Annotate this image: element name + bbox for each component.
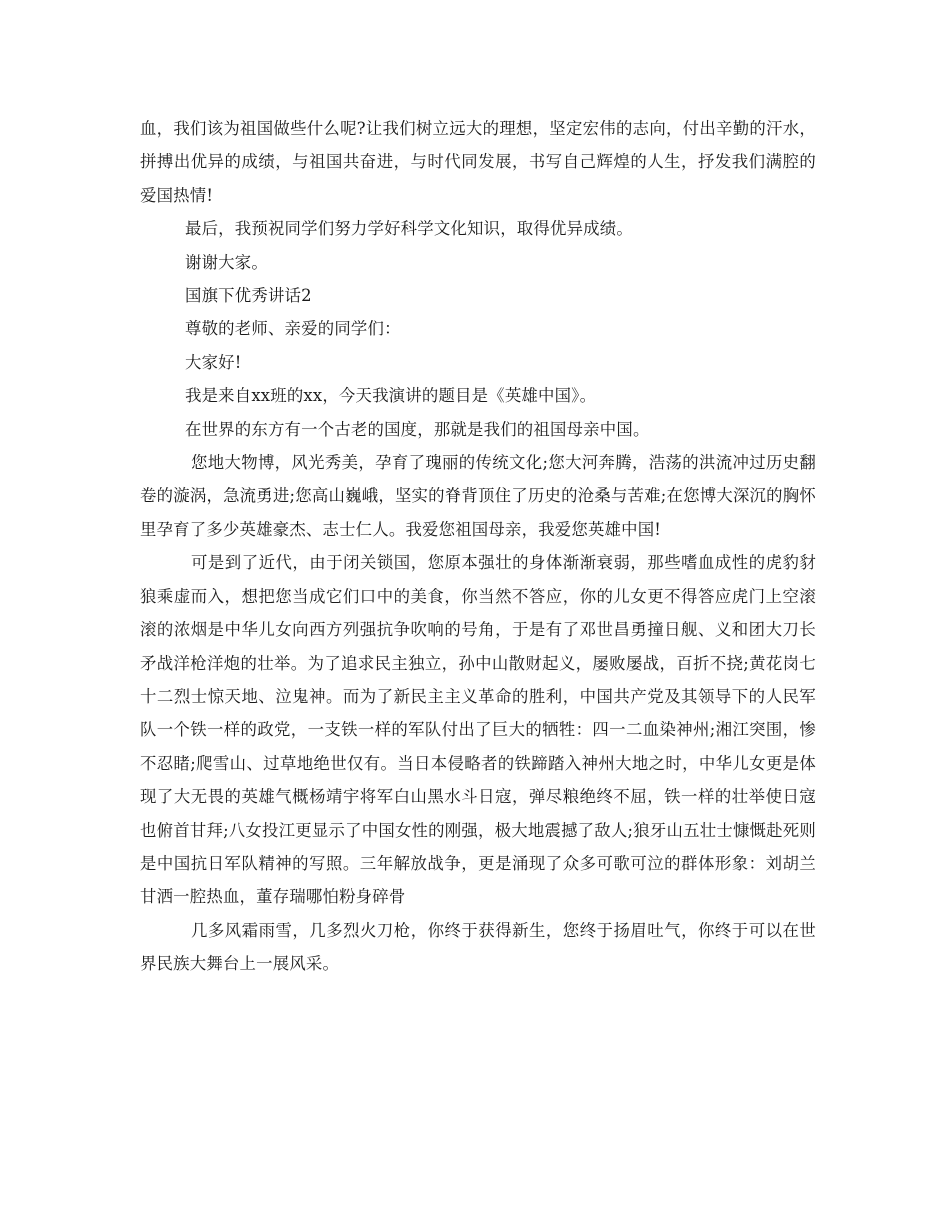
paragraph-thanks: 谢谢大家。 <box>185 252 268 272</box>
paragraph-motherland: 您地大物博，风光秀美，孕育了瑰丽的传统文化;您大河奔腾，浩荡的洪流冲过历史翻卷的漩涡，急流勇进;您高山巍峨，坚实的脊背顶住了历史的沧桑与苦难;在您博大深沉的胸怀里孕育了多少英雄豪杰、志士仁人。我爱您祖国母亲，我爱您英雄中国! <box>140 453 816 539</box>
paragraph-introduction: 我是来自xx班的xx，今天我演讲的题目是《英雄中国》。 <box>185 386 597 406</box>
paragraph-wishes: 最后，我预祝同学们努力学好科学文化知识，取得优异成绩。 <box>185 219 633 239</box>
paragraph-rebirth: 几多风霜雨雪，几多烈火刀枪，你终于获得新生，您终于扬眉吐气，你终于可以在世界民族大舞台上一展风采。 <box>140 920 816 974</box>
paragraph-continuation: 血，我们该为祖国做些什么呢?让我们树立远大的理想，坚定宏伟的志向，付出辛勤的汗水，拼搏出优异的成绩，与祖国共奋进，与时代同发展，书写自己辉煌的人生，抒发我们满腔的爱国热情! <box>140 119 816 205</box>
document-body <box>140 112 816 981</box>
paragraph-salutation: 尊敬的老师、亲爱的同学们： <box>185 319 401 339</box>
paragraph-modern-history: 可是到了近代，由于闭关锁国，您原本强壮的身体渐渐衰弱，那些嗜血成性的虎豹豺狼乘虚而入，想把您当成它们口中的美食，你当然不答应，你的儿女更不得答应虎门上空滚滚的浓烟是中华儿女向西方列强抗争吹响的号角，于是有了邓世昌勇撞日舰、义和团大刀长矛战洋枪洋炮的壮举。为了追求民主独立，孙中山散财起义，屡败屡战，百折不挠;黄花岗七十二烈士惊天地、泣鬼神。而为了新民主主义革命的胜利，中国共产党及其领导下的人民军队一个铁一样的政党，一支铁一样的军队付出了巨大的牺牲：四一二血染神州;湘江突围，惨不忍睹;爬雪山、过草地绝世仅有。当日本侵略者的铁蹄踏入神州大地之时，中华儿女更是体现了大无畏的英雄气概杨靖宇将军白山黑水斗日寇，弹尽粮绝终不屈，铁一样的壮举使日寇也俯首甘拜;八女投江更显示了中国女性的刚强，极大地震撼了敌人;狼牙山五壮士慷慨赴死则是中国抗日军队精神的写照。三年解放战争，更是涌现了众多可歌可泣的群体形象：刘胡兰甘洒一腔热血，董存瑞哪怕粉身碎骨 <box>140 553 816 907</box>
paragraph-east: 在世界的东方有一个古老的国度，那就是我们的祖国母亲中国。 <box>185 419 650 439</box>
section-title: 国旗下优秀讲话2 <box>185 286 312 306</box>
paragraph-greeting: 大家好! <box>185 352 242 372</box>
